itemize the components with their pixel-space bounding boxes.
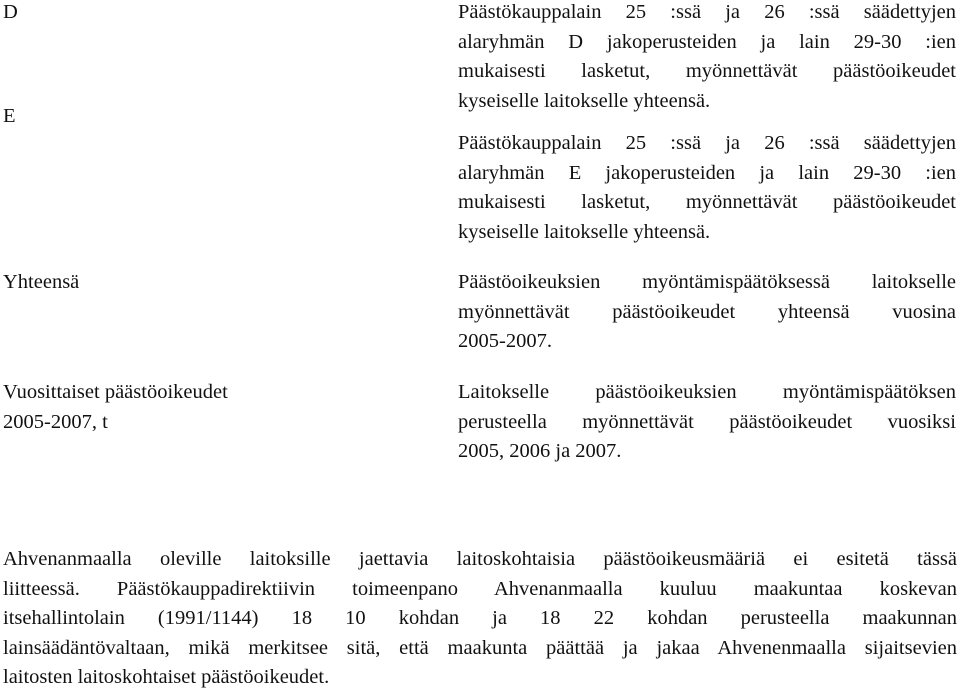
term-label [3,102,303,132]
definition-line: mukaisesti lasketut, myönnettävät päästöoikeudet [458,191,956,213]
term-line: 2005-2007, t [3,410,108,433]
definition-line: Päästöoikeuksien myöntämispäätöksessä laitokselle [458,271,956,293]
term-line: Yhteensä [3,271,80,293]
definition-text [458,378,956,467]
definition-line: perusteella myönnettävät päästöoikeudet vuosiksi [458,410,956,433]
definition-line: alaryhmän E jakoperusteiden ja lain 29-30 :ien [458,161,956,184]
definition-text [458,268,956,357]
definition-line: alaryhmän D jakoperusteiden ja lain 29-30 :ien [458,30,956,53]
term-line: D [3,1,18,23]
footnote-paragraph [3,545,957,693]
term-line: E [3,105,16,127]
definition-line: Päästökauppalain 25 :ssä ja 26 :ssä säädettyjen [458,132,956,154]
definition-line: 2005, 2006 ja 2007. [458,440,622,462]
definition-text [458,0,956,116]
term-line: Vuosittaiset päästöoikeudet [3,381,228,403]
definition-line: kyseiselle laitokselle yhteensä. [458,220,711,243]
footnote-line: liitteessä. Päästökauppadirektiivin toimeenpano Ahvenanmaalla kuuluu maakuntaa koskevan [3,577,957,600]
definition-line: kyseiselle laitokselle yhteensä. [458,89,711,112]
definition-line: mukaisesti lasketut, myönnettävät päästöoikeudet [458,60,956,82]
footnote-line: itsehallintolain (1991/1144) 18 10 kohdan ja 18 22 kohdan perusteella maakunnan [3,607,957,629]
definition-line: Laitokselle päästöoikeuksien myöntämispäätöksen [458,381,956,403]
footnote-line: laitosten laitoskohtaiset päästöoikeudet. [3,666,330,688]
definition-text [458,129,956,247]
definition-line: Päästökauppalain 25 :ssä ja 26 :ssä säädettyjen [458,1,956,23]
footnote-line: lainsäädäntövaltaan, mikä merkitsee sitä, että maakunta päättää ja jakaa Ahvenenmaalla sijaitsevien [3,636,957,659]
term-label [3,0,303,28]
term-label [3,268,303,298]
definition-line: 2005-2007. [458,330,552,352]
term-label [3,378,303,437]
definition-line: myönnettävät päästöoikeudet yhteensä vuosina [458,300,956,323]
footnote-line: Ahvenanmaalla oleville laitoksille jaettavia laitoskohtaisia päästöoikeusmääriä ei esitetä tässä [3,548,957,570]
